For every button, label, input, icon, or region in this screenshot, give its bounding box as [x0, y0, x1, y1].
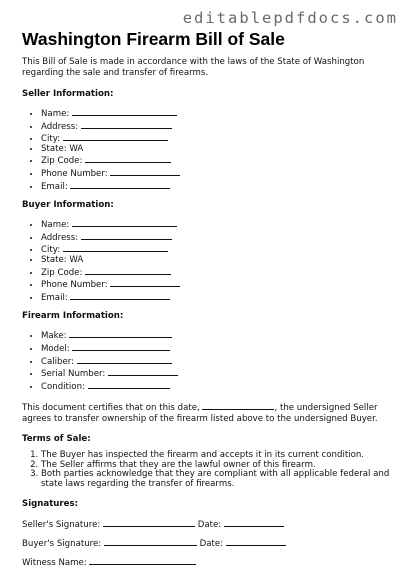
seller-date-label: Date:	[197, 519, 222, 530]
buyer-city-field[interactable]: • City:	[41, 243, 394, 256]
seller-signature-label: Seller's Signature:	[22, 519, 101, 530]
seller-address-field[interactable]: • Address:	[41, 120, 394, 133]
seller-zip-field[interactable]: • Zip Code:	[41, 154, 394, 167]
seller-name-field[interactable]: • Name:	[41, 107, 394, 120]
signatures-heading: Signatures:	[22, 498, 79, 509]
buyer-email-field[interactable]: • Email:	[41, 291, 394, 304]
intro-paragraph: This Bill of Sale is made in accordance with the laws of the State of Washington regarding the sale and transfer of firearms.	[22, 57, 365, 78]
buyer-state-field: • State: WA	[41, 256, 394, 266]
seller-state-field: • State: WA	[41, 145, 394, 155]
watermark: editablepdfdocs.com	[182, 9, 398, 27]
buyer-phone-field[interactable]: • Phone Number:	[41, 278, 394, 291]
seller-date-field[interactable]	[224, 518, 284, 527]
certification-text-end: , the undersigned Seller	[274, 403, 378, 414]
buyer-date-field[interactable]	[226, 537, 286, 546]
firearm-serial-field[interactable]: • Serial Number:	[41, 367, 394, 380]
certification-text-start: This document certifies that on this date,	[22, 403, 200, 414]
seller-email-field[interactable]: • Email:	[41, 180, 394, 193]
firearm-fields	[22, 329, 394, 392]
term-item: 1. The Buyer has inspected the firearm and accepts it in its current condition.	[41, 451, 394, 461]
certification-paragraph	[22, 401, 394, 425]
buyer-signature-label: Buyer's Signature:	[22, 538, 102, 549]
terms-list	[22, 451, 394, 489]
buyer-zip-field[interactable]: • Zip Code:	[41, 266, 394, 279]
seller-city-field[interactable]: • City:	[41, 132, 394, 145]
firearm-caliber-field[interactable]: • Caliber:	[41, 355, 394, 368]
buyer-heading: Buyer Information:	[22, 200, 114, 211]
witness-label: Witness Name:	[22, 557, 87, 568]
certification-date-field[interactable]	[202, 401, 274, 410]
buyer-name-field[interactable]: • Name:	[41, 218, 394, 231]
term-item: 3. Both parties acknowledge that they are compliant with all applicable federal and state laws regarding the transfer of firearms.	[41, 470, 394, 489]
seller-phone-field[interactable]: • Phone Number:	[41, 167, 394, 180]
firearm-heading: Firearm Information:	[22, 311, 124, 322]
document-page	[22, 28, 394, 569]
page-title: Washington Firearm Bill of Sale	[22, 29, 285, 49]
firearm-make-field[interactable]: • Make:	[41, 329, 394, 342]
witness-row	[22, 556, 394, 569]
buyer-date-label: Date:	[199, 538, 224, 549]
seller-heading: Seller Information:	[22, 89, 114, 99]
firearm-model-field[interactable]: • Model:	[41, 342, 394, 355]
firearm-condition-field[interactable]: • Condition:	[41, 380, 394, 393]
buyer-signature-field[interactable]	[104, 537, 197, 546]
term-item: 2. The Seller affirms that they are the lawful owner of this firearm.	[41, 461, 394, 471]
seller-fields	[22, 107, 394, 192]
buyer-address-field[interactable]: • Address:	[41, 231, 394, 244]
buyer-signature-row	[22, 537, 394, 550]
seller-signature-row	[22, 518, 394, 531]
buyer-fields	[22, 218, 394, 303]
terms-heading: Terms of Sale:	[22, 434, 91, 445]
certification-text-line2: agrees to transfer ownership of the firearm listed above to the undersigned Buyer.	[22, 414, 378, 425]
seller-signature-field[interactable]	[103, 518, 195, 527]
witness-name-field[interactable]	[89, 556, 196, 565]
